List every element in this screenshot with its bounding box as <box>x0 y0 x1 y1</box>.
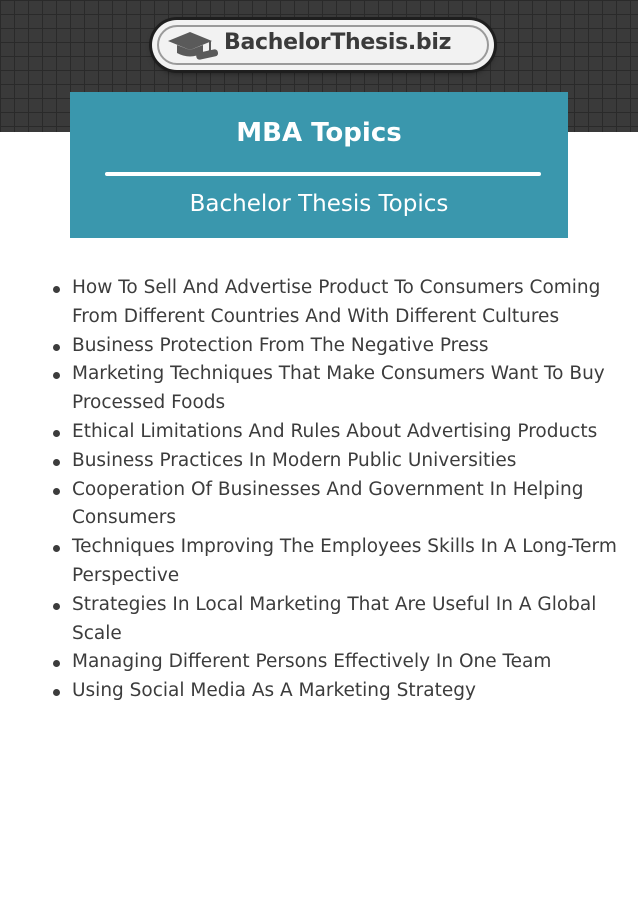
list-item-text: Strategies In Local Marketing That Are Useful In A Global Scale <box>72 593 597 644</box>
bullet-icon <box>53 603 60 610</box>
list-item <box>52 591 622 649</box>
list-item <box>52 274 622 332</box>
list-item-text: Business Practices In Modern Public Universities <box>72 449 517 471</box>
list-item <box>52 476 622 534</box>
list-item <box>52 332 622 361</box>
list-item-text: Cooperation Of Businesses And Government In Helping Consumers <box>72 478 584 529</box>
site-logo[interactable] <box>152 20 494 70</box>
bullet-icon <box>53 372 60 379</box>
bullet-icon <box>53 689 60 696</box>
title-box <box>70 92 568 238</box>
bullet-icon <box>53 459 60 466</box>
list-item <box>52 677 622 706</box>
list-item-text: Techniques Improving The Employees Skills In A Long-Term Perspective <box>72 536 617 586</box>
list-item <box>52 533 622 591</box>
bullet-icon <box>53 286 60 293</box>
bullet-icon <box>53 430 60 437</box>
list-item-text: Ethical Limitations And Rules About Advertising Products <box>72 420 598 442</box>
list-item <box>52 418 622 447</box>
topics-list <box>52 274 622 706</box>
title-divider <box>105 172 541 176</box>
logo-text: BachelorThesis.biz <box>224 30 452 55</box>
list-item-text: How To Sell And Advertise Product To Consumers Coming From Different Countries And With Different Cultures <box>72 277 601 327</box>
list-item <box>52 447 622 476</box>
list-item-text: Business Protection From The Negative Press <box>72 334 489 356</box>
list-item <box>52 360 622 418</box>
bullet-icon <box>53 344 60 351</box>
page-subtitle: Bachelor Thesis Topics <box>189 191 449 217</box>
bullet-icon <box>53 545 60 552</box>
list-item-text: Marketing Techniques That Make Consumers Want To Buy Processed Foods <box>72 363 605 414</box>
list-item <box>52 648 622 677</box>
page-title: MBA Topics <box>236 118 402 148</box>
bullet-icon <box>53 660 60 667</box>
bullet-icon <box>53 488 60 495</box>
graduation-cap-icon <box>166 29 220 61</box>
list-item-text: Using Social Media As A Marketing Strategy <box>72 680 476 702</box>
list-item-text: Managing Different Persons Effectively In One Team <box>72 651 552 673</box>
